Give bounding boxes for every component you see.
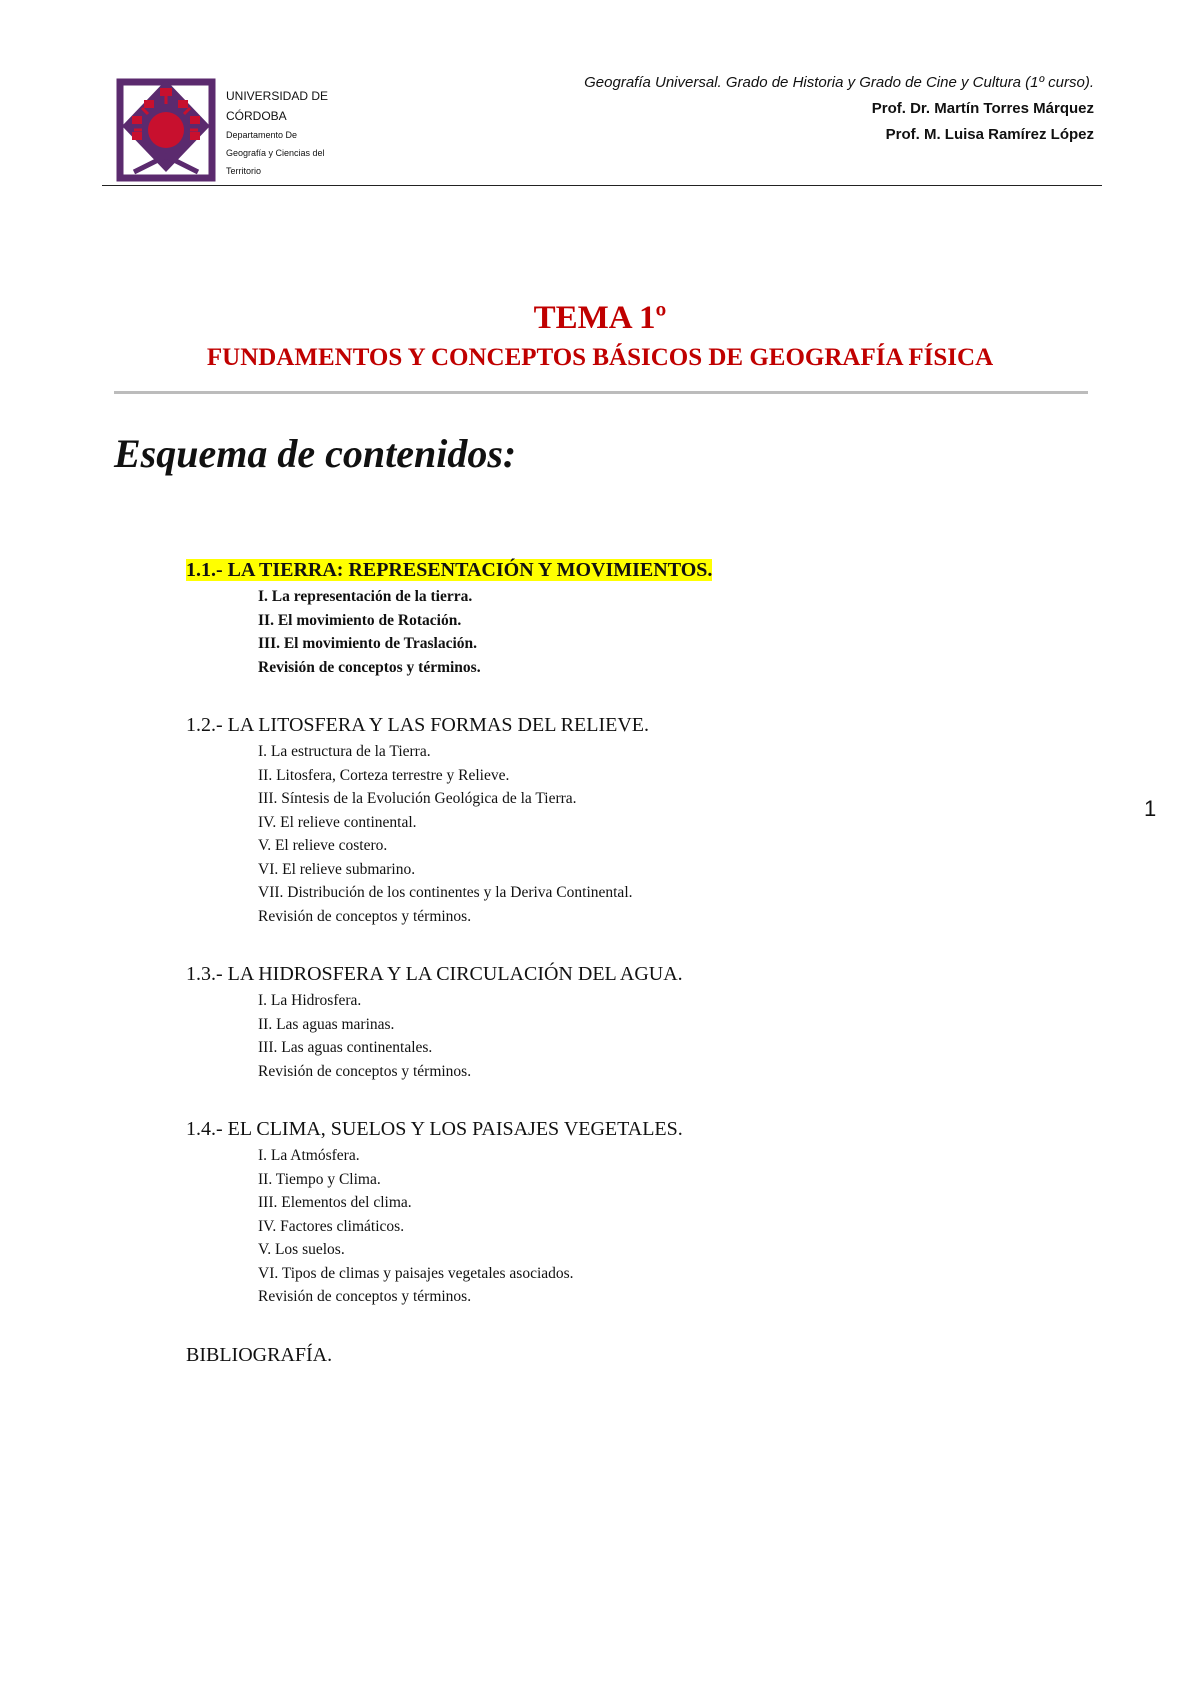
list-item: VI. El relieve submarino. (258, 860, 416, 878)
page-subtitle: FUNDAMENTOS Y CONCEPTOS BÁSICOS DE GEOGRAFÍA FÍSICA (206, 344, 994, 371)
department-line-2: Geografía y Ciencias del (226, 148, 325, 158)
university-name-block (226, 86, 328, 180)
list-item: Revisión de conceptos y términos. (258, 1288, 472, 1305)
section-1-3 (186, 959, 1086, 1083)
page-number: 1 (1144, 796, 1157, 821)
schema-heading: Esquema de contenidos: (114, 431, 517, 476)
university-line-2: CÓRDOBA (226, 109, 287, 123)
list-item: I. La representación de la tierra. (258, 588, 473, 605)
list-item: V. Los suelos. (258, 1241, 345, 1258)
department-line-1: Departamento De (226, 130, 298, 140)
title-divider (114, 391, 1088, 394)
section-title: 1.4.- EL CLIMA, SUELOS Y LOS PAISAJES VEGETALES. (186, 1118, 683, 1140)
list-item: VI. Tipos de climas y paisajes vegetales asociados. (258, 1264, 574, 1282)
list-item: III. Síntesis de la Evolución Geológica de la Tierra. (258, 790, 577, 807)
list-item: III. Elementos del clima. (258, 1194, 412, 1211)
section-items (186, 989, 1086, 1083)
section-1-1 (186, 555, 1086, 679)
list-item: II. Tiempo y Clima. (258, 1170, 381, 1188)
section-title: 1.3.- LA HIDROSFERA Y LA CIRCULACIÓN DEL AGUA. (186, 963, 683, 985)
header-course-info (584, 70, 1094, 148)
list-item: IV. El relieve continental. (258, 813, 417, 831)
professor-2: Prof. M. Luisa Ramírez López (885, 126, 1094, 143)
table-of-contents (186, 555, 1086, 1370)
list-item: III. El movimiento de Traslación. (258, 635, 478, 652)
professor-1: Prof. Dr. Martín Torres Márquez (871, 100, 1094, 117)
list-item: VII. Distribución de los continentes y la Deriva Continental. (258, 884, 633, 901)
section-1-2 (186, 710, 1086, 928)
section-title (186, 555, 1086, 585)
university-logo (116, 74, 216, 188)
bibliography-heading: BIBLIOGRAFÍA. (186, 1343, 333, 1366)
list-item: II. Las aguas marinas. (258, 1015, 395, 1033)
page-title: TEMA 1º (533, 300, 667, 336)
list-item: Revisión de conceptos y términos. (258, 658, 481, 676)
list-item: II. El movimiento de Rotación. (258, 611, 462, 629)
section-items (186, 585, 1086, 679)
course-name: Geografía Universal. Grado de Historia y Grado de Cine y Cultura (1º curso). (584, 74, 1094, 91)
section-1-4 (186, 1114, 1086, 1309)
list-item: V. El relieve costero. (258, 837, 388, 854)
list-item: III. Las aguas continentales. (258, 1039, 433, 1056)
section-title: 1.2.- LA LITOSFERA Y LAS FORMAS DEL RELIEVE. (186, 714, 649, 736)
list-item: I. La Hidrosfera. (258, 992, 362, 1009)
list-item: II. Litosfera, Corteza terrestre y Relieve. (258, 766, 510, 784)
list-item: I. La estructura de la Tierra. (258, 743, 431, 760)
university-line-1: UNIVERSIDAD DE (226, 89, 329, 103)
list-item: Revisión de conceptos y términos. (258, 907, 472, 925)
list-item: I. La Atmósfera. (258, 1147, 360, 1164)
header-divider (102, 185, 1102, 186)
list-item: IV. Factores climáticos. (258, 1217, 405, 1235)
list-item: Revisión de conceptos y términos. (258, 1062, 472, 1080)
section-title-text: 1.1.- LA TIERRA: REPRESENTACIÓN Y MOVIMIENTOS. (186, 559, 713, 581)
section-items (186, 740, 1086, 928)
section-items (186, 1144, 1086, 1309)
department-line-3: Territorio (226, 166, 262, 176)
